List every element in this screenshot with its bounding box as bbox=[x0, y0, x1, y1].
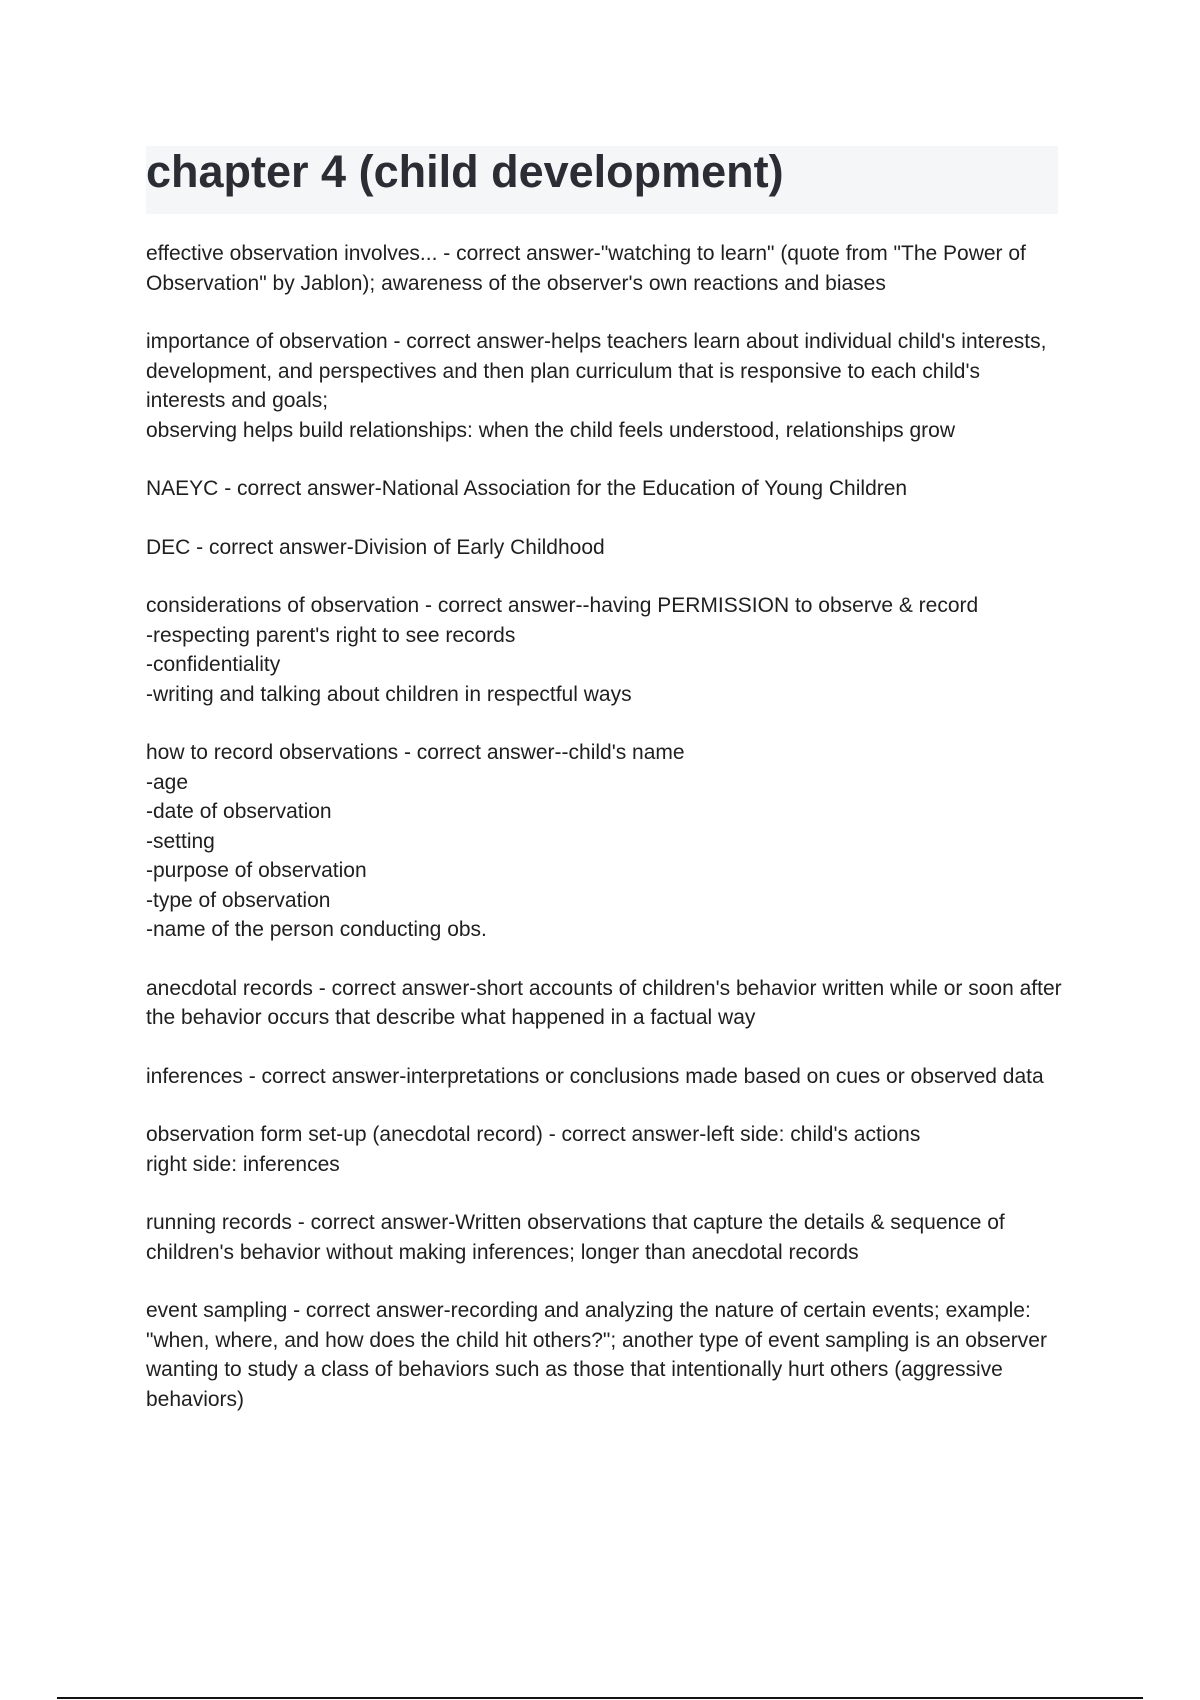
qa-entry bbox=[146, 1120, 1064, 1179]
qa-separator: - correct answer- bbox=[398, 741, 562, 764]
qa-separator: - correct answer- bbox=[387, 330, 552, 353]
qa-separator: - correct answer- bbox=[218, 477, 382, 500]
qa-term: inferences bbox=[146, 1064, 243, 1088]
qa-term: event sampling bbox=[146, 1299, 288, 1322]
qa-separator: - correct answer- bbox=[437, 242, 601, 265]
qa-entry bbox=[146, 591, 1064, 709]
qa-term: observation form set-up (anecdotal record) bbox=[146, 1123, 543, 1146]
qa-entry bbox=[146, 1296, 1064, 1414]
qa-answer: National Association for the Education of Young Children bbox=[381, 477, 908, 500]
qa-entry bbox=[146, 1062, 1064, 1092]
qa-entry bbox=[146, 738, 1064, 945]
qa-separator: - correct answer- bbox=[291, 1211, 456, 1234]
qa-entry bbox=[146, 1208, 1064, 1267]
qa-answer: Division of Early Childhood bbox=[353, 535, 605, 559]
qa-term: importance of observation bbox=[146, 330, 388, 353]
qa-answer: short accounts of children's behavior written while or soon after the behavior occurs that describe what happened in a factual way bbox=[146, 976, 1062, 1029]
qa-separator: - correct answer- bbox=[542, 1123, 707, 1146]
qa-entry bbox=[146, 533, 1064, 563]
qa-answer: recording and analyzing the nature of certain events; example: "when, where, and how does the child hit others?"; another type of event sampling is an observer wanting to study a class of behaviors such as those that intentionally hurt others (aggressive behaviors) bbox=[146, 1299, 1047, 1411]
qa-term: how to record observations bbox=[146, 741, 399, 764]
qa-answer: interpretations or conclusions made based on cues or observed data bbox=[406, 1064, 1044, 1088]
qa-entry bbox=[146, 239, 1064, 298]
qa-answer: helps teachers learn about individual child's interests, development, and perspectives and then plan curriculum that is responsive to each child's interests and goals; observing helps build relationships: when the child feels understood, relationships grow bbox=[146, 330, 1047, 442]
qa-answer: "watching to learn" (quote from "The Power of Observation" by Jablon); awareness of the observer's own reactions and biases bbox=[146, 242, 1026, 295]
qa-separator: - correct answer- bbox=[287, 1299, 451, 1322]
qa-separator: - correct answer- bbox=[419, 594, 583, 617]
qa-term: effective observation involves... bbox=[146, 242, 438, 265]
title-band bbox=[146, 146, 1058, 214]
qa-entry bbox=[146, 474, 1064, 504]
qa-separator: - correct answer- bbox=[312, 976, 477, 1000]
qa-answer: -child's name -age -date of observation -setting -purpose of observation -type of observation -name of the person conducting obs. bbox=[146, 741, 685, 941]
qa-separator: - correct answer- bbox=[242, 1064, 407, 1088]
qa-term: considerations of observation bbox=[146, 594, 420, 617]
qa-answer: Written observations that capture the details & sequence of children's behavior without making inferences; longer than anecdotal records bbox=[146, 1211, 1005, 1264]
qa-list bbox=[146, 239, 1064, 1443]
page-bottom-divider bbox=[57, 1697, 1143, 1699]
qa-term: anecdotal records bbox=[146, 976, 313, 1000]
qa-term: running records bbox=[146, 1211, 292, 1234]
qa-answer: left side: child's actions right side: inferences bbox=[146, 1123, 921, 1176]
page-title: chapter 4 (child development) bbox=[146, 146, 784, 197]
qa-entry bbox=[146, 327, 1064, 445]
qa-separator: - correct answer- bbox=[190, 535, 354, 559]
qa-term: NAEYC bbox=[146, 477, 219, 500]
qa-answer: -having PERMISSION to observe & record -respecting parent's right to see records -confidentiality -writing and talking about children in respectful ways bbox=[146, 594, 979, 706]
qa-entry bbox=[146, 974, 1064, 1033]
qa-term: DEC bbox=[146, 535, 191, 559]
